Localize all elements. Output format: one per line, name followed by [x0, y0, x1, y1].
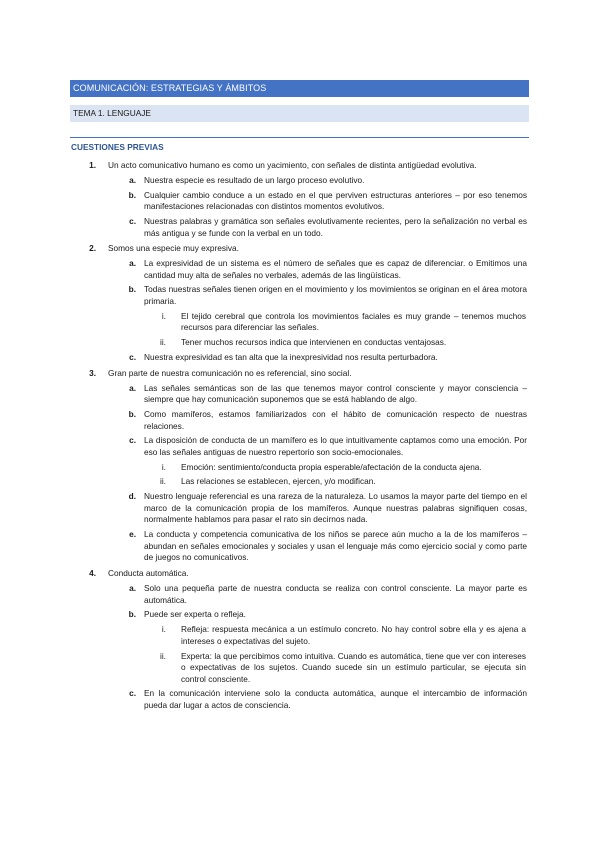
outline-item-number: b. — [128, 609, 136, 620]
outline-item-number: a. — [129, 258, 136, 269]
outline-item-level-3 — [0, 476, 600, 488]
outline-item-level-2 — [0, 383, 600, 406]
outline-item-level-1 — [0, 243, 600, 255]
outline-item-text: Conducta automática. — [108, 568, 189, 579]
outline-item-text: Solo una pequeña parte de nuestra conducta se realiza con control consciente. La mayor parte es automática. — [144, 582, 527, 605]
outline-item-text: Puede ser experta o refleja. — [144, 609, 246, 620]
outline-item-level-2 — [0, 258, 600, 281]
outline-item-text: Las relaciones se establecen, ejercen, y/o modifican. — [181, 476, 376, 487]
outline-item-text: Somos una especie muy expresiva. — [108, 243, 239, 254]
outline-item-level-2 — [0, 284, 600, 307]
outline-item-level-2 — [0, 609, 600, 621]
outline-item-number: c. — [129, 688, 136, 699]
section-heading: CUESTIONES PREVIAS — [71, 142, 164, 152]
outline-item-level-2 — [0, 688, 600, 711]
outline-item-text: Refleja: respuesta mecánica a un estímulo concreto. No hay control sobre ella y es ajena a intereses o expectativas del sujeto. — [181, 624, 526, 646]
document-title: COMUNICACIÓN: ESTRATEGIAS Y ÁMBITOS — [73, 83, 267, 93]
outline-item-text: La disposición de conducta de un mamífero es lo que intuitivamente captamos como una emoción. Por eso las señales antiguas de nuestro repertorio son socio-emocionales. — [144, 435, 527, 457]
outline-item-level-3 — [0, 337, 600, 349]
outline-item-number: i. — [161, 461, 166, 472]
outline-item-number: 4. — [89, 568, 96, 579]
outline-item-level-2 — [0, 216, 600, 239]
outline-item-level-1 — [0, 160, 600, 172]
outline-item-text: Gran parte de nuestra comunicación no es referencial, sino social. — [108, 367, 352, 378]
topic-title: TEMA 1. LENGUAJE — [73, 108, 151, 118]
outline-item-text: Nuestras palabras y gramática son señales evolutivamente recientes, pero la señalización no verbal es más antigua y se funde con la verbal en un todo. — [144, 215, 527, 238]
outline-item-number: 2. — [89, 243, 96, 254]
outline-item-number: 3. — [89, 367, 96, 378]
outline-item-number: c. — [129, 435, 136, 446]
outline-item-number: ii. — [160, 476, 166, 487]
outline-item-level-1 — [0, 368, 600, 380]
outline-item-level-2 — [0, 491, 600, 526]
outline-item-number: i. — [161, 624, 166, 635]
outline-item-text: Nuestra especie es resultado de un largo proceso evolutivo. — [144, 174, 365, 185]
outline-item-number: b. — [128, 408, 136, 419]
outline-item-number: b. — [128, 284, 136, 295]
outline-item-text: En la comunicación interviene solo la conducta automática, aunque el intercambio de información pueda dar lugar a actos de consciencia. — [144, 688, 527, 711]
outline-item-number: a. — [129, 382, 136, 393]
outline-item-number: a. — [129, 174, 136, 185]
outline-item-text: Nuestra expresividad es tan alta que la inexpresividad nos resulta perturbadora. — [144, 352, 438, 362]
topic-bar — [70, 105, 529, 122]
outline-item-level-2 — [0, 529, 600, 564]
outline-item-level-3 — [0, 624, 600, 647]
outline-item-text: El tejido cerebral que controla los movimientos faciales es muy grande – tenemos muchos recursos para diferenciar las señales. — [181, 310, 526, 333]
outline-item-text: Un acto comunicativo humano es como un yacimiento, con señales de distinta antigüedad evolutiva. — [108, 160, 477, 170]
outline-item-level-2 — [0, 190, 600, 213]
outline-item-text: La conducta y competencia comunicativa de los niños se parece aún mucho a la de los mamíferos – abundan en señales emocionales y sociales y usan el lenguaje más como ejercicio social y como parte de juegos no comunicativos. — [144, 529, 527, 563]
outline-item-text: Como mamíferos, estamos familiarizados con el hábito de comunicación respecto de nuestras relaciones. — [144, 408, 527, 431]
outline-item-text: Todas nuestras señales tienen origen en el movimiento y los movimientos se originan en el área motora primaria. — [144, 284, 527, 307]
outline-item-number: 1. — [89, 160, 96, 170]
outline-item-level-3 — [0, 462, 600, 474]
outline-item-text: La expresividad de un sistema es el número de señales que es capaz de diferenciar. o Emitimos una cantidad muy alta de señales no verbales, además de las lingüísticas. — [144, 258, 527, 280]
outline-item-number: i. — [161, 310, 166, 321]
outline-item-number: b. — [128, 189, 136, 200]
outline-item-number: a. — [129, 582, 136, 593]
outline-item-text: Las señales semánticas son de las que tenemos mayor control consciente y mayor consciencia – siempre que hay comunicación suponemos que se está hablando de algo. — [144, 382, 527, 405]
outline-item-number: c. — [129, 352, 136, 362]
outline-item-level-1 — [0, 568, 600, 580]
outline-item-number: d. — [128, 491, 136, 502]
outline-item-text: Emoción: sentimiento/conducta propia esperable/afectación de la conducta ajena. — [181, 461, 482, 472]
section-divider — [70, 137, 529, 138]
outline-item-number: ii. — [160, 650, 166, 661]
outline-item-text: Cualquier cambio conduce a un estado en el que perviven estructuras anteriores – por eso tenemos manifestaciones relacionadas con distintos momentos evolutivos. — [144, 189, 527, 212]
outline-item-level-2 — [0, 435, 600, 458]
outline-item-text: Experta: la que percibimos como intuitiva. Cuando es automática, tiene que ver con intereses o expectativas de los sujetos. Cuando sucede sin un estímulo particular, se ejecuta sin control consciente. — [181, 650, 526, 684]
outline-item-level-2 — [0, 352, 600, 364]
outline-list — [0, 160, 600, 712]
outline-item-text: Nuestro lenguaje referencial es una rareza de la naturaleza. Lo usamos la mayor parte del tiempo en el marco de la comunicación propia de los mamíferos. Aunque nuestras palabras signifiquen cosas, normalmente hablamos para pasar el rato sin decirnos nada. — [144, 491, 527, 525]
outline-item-level-3 — [0, 651, 600, 686]
outline-item-level-2 — [0, 175, 600, 187]
outline-item-number: ii. — [160, 337, 166, 348]
document-title-bar — [70, 80, 529, 97]
outline-item-number: c. — [129, 215, 136, 226]
outline-item-level-3 — [0, 311, 600, 334]
outline-item-level-2 — [0, 409, 600, 432]
outline-item-number: e. — [129, 529, 136, 540]
outline-item-level-2 — [0, 583, 600, 606]
outline-item-text: Tener muchos recursos indica que intervienen en conductas ventajosas. — [181, 337, 447, 348]
